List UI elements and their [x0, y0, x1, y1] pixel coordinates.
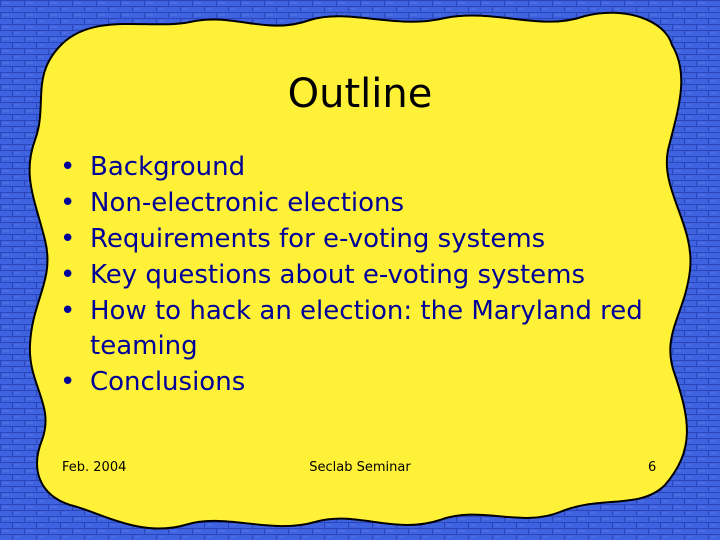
slide-title: Outline	[287, 71, 433, 117]
footer-date: Feb. 2004	[62, 460, 127, 475]
bullet-text: Background	[90, 152, 246, 182]
list-item	[58, 186, 658, 221]
bullet-text: How to hack an election: the Maryland red teaming	[90, 296, 643, 361]
bullet-text: Requirements for e-voting systems	[90, 224, 546, 254]
list-item	[58, 294, 658, 364]
list-item	[58, 150, 658, 185]
footer-title: Seclab Seminar	[309, 460, 411, 475]
list-item	[58, 258, 658, 293]
bullet-text: Conclusions	[90, 367, 246, 397]
list-item	[58, 365, 658, 400]
bullet-text: Non-electronic elections	[90, 188, 405, 218]
bullet-glyph: •	[60, 260, 76, 290]
page-number: 6	[648, 460, 657, 475]
bullet-text: Key questions about e-voting systems	[90, 260, 586, 290]
bullet-list	[58, 150, 658, 401]
list-item	[58, 222, 658, 257]
bullet-glyph: •	[60, 224, 76, 254]
bullet-glyph: •	[60, 367, 76, 397]
bullet-glyph: •	[60, 152, 76, 182]
bullet-glyph: •	[60, 296, 76, 326]
bullet-glyph: •	[60, 188, 76, 218]
